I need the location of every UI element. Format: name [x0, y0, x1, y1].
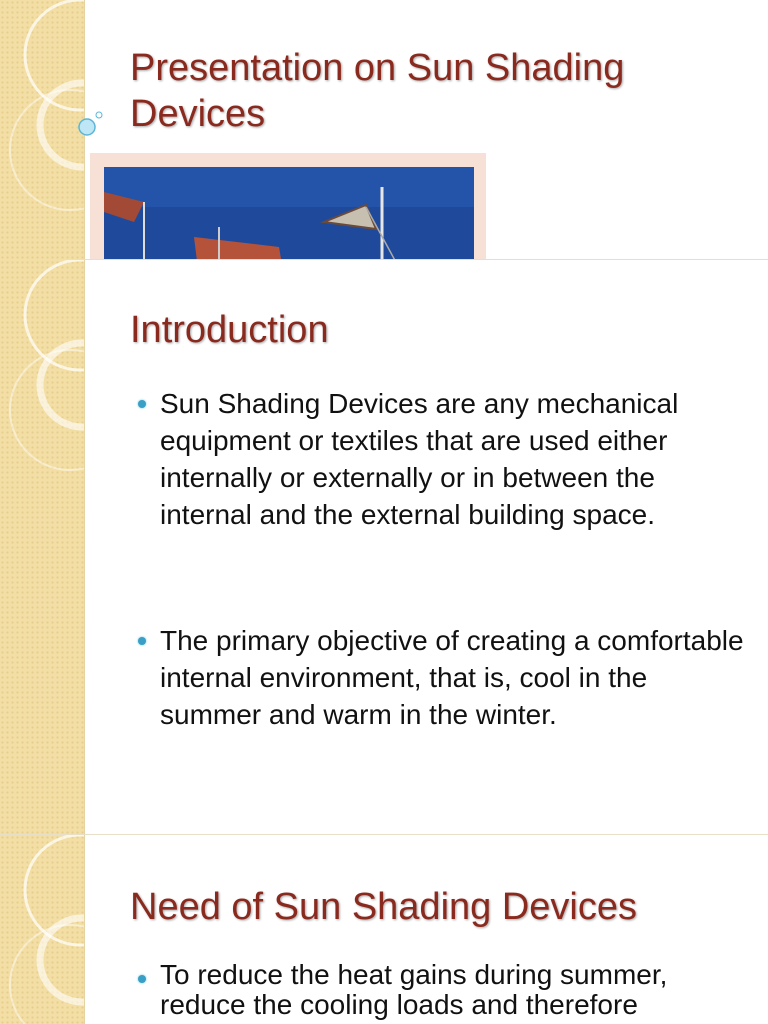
sun-shading-sails-photo — [104, 167, 474, 260]
decorative-strip — [0, 0, 85, 260]
bullet-text: The primary objective of creating a comfortable internal environment, that is, cool in the summer and warm in the winter. — [160, 625, 744, 730]
bullet-list — [138, 960, 748, 1020]
list-item — [138, 385, 748, 533]
decorative-circles-icon — [0, 260, 84, 835]
list-item — [138, 622, 748, 733]
decorative-strip — [0, 835, 85, 1024]
bullet-text: To reduce the heat gains during summer, reduce the cooling loads and therefore — [160, 959, 668, 1020]
bullet-icon — [138, 400, 146, 408]
decorative-circles-icon — [0, 0, 84, 260]
slide-title: Presentation on Sun Shading Devices — [130, 47, 625, 135]
photo-frame — [90, 153, 486, 260]
bullet-text: Sun Shading Devices are any mechanical equipment or textiles that are used either internally or externally or in between the internal and the external building space. — [160, 388, 679, 530]
list-item — [138, 960, 748, 1020]
bullet-list — [138, 385, 748, 733]
slide-1 — [0, 0, 768, 260]
slide-2 — [0, 260, 768, 835]
bubble-icon — [76, 110, 106, 140]
decorative-circles-icon — [0, 835, 84, 1024]
bullet-icon — [138, 637, 146, 645]
slide-title: Need of Sun Shading Devices — [130, 886, 637, 928]
slide-3 — [0, 835, 768, 1024]
decorative-strip — [0, 260, 85, 835]
slide-title: Introduction — [130, 309, 329, 351]
bullet-icon — [138, 975, 146, 983]
